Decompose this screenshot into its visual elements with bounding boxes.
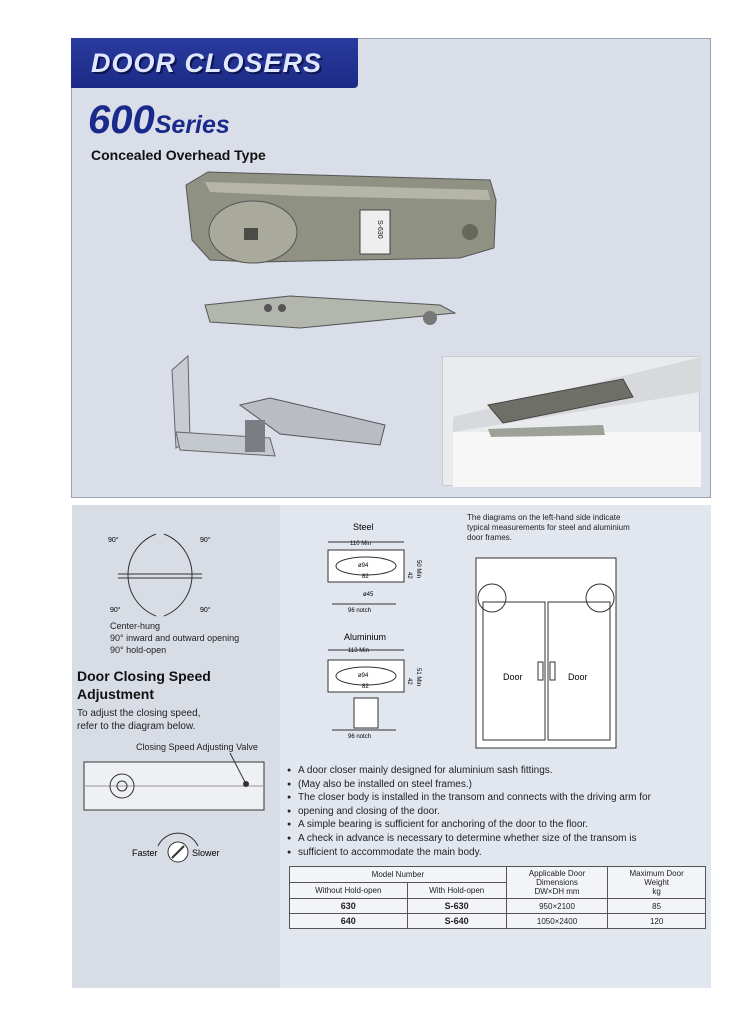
table-row [290, 914, 706, 929]
speed-instructions-line: refer to the diagram below. [77, 721, 196, 732]
swing-diagram [100, 530, 220, 618]
specifications-table [289, 866, 706, 929]
dimensions-header-line: DW×DH mm [534, 887, 580, 896]
weight-header-line: Weight [644, 878, 669, 887]
speed-instructions [77, 707, 267, 733]
swing-caption-line: Center-hung [110, 621, 161, 631]
model-sticker-text: S-630 [376, 220, 383, 239]
weight-header [608, 867, 706, 899]
installed-photo [442, 356, 700, 486]
feature-item: ● The closer body is installed in the transom and connects with the driving arm for [287, 791, 707, 805]
weight-header-line: Maximum Door [629, 869, 684, 878]
closer-body-photo [186, 172, 496, 263]
angle-bottom-left: 90° [110, 607, 121, 614]
steel-inner: 82 [362, 574, 369, 580]
angle-top-right: 90° [200, 537, 211, 544]
table-header-row [290, 867, 706, 883]
feature-item: ● A check in advance is necessary to determine whether size of the transom is [287, 832, 707, 846]
slower-label: Slower [192, 848, 220, 858]
frame-note-line: typical measurements for steel and aluminium [467, 523, 630, 532]
feature-item: ● sufficient to accommodate the main body. [287, 846, 707, 860]
steel-pivot: ø45 [363, 592, 374, 598]
frame-note [467, 513, 630, 543]
installed-closer-illustration [443, 357, 701, 487]
steel-diameter: ø94 [358, 563, 369, 569]
floor-pivot-photo [172, 356, 385, 456]
steel-height: 42 [406, 572, 412, 579]
table-cell: 1050×2400 [506, 914, 607, 929]
series-word: Series [154, 111, 230, 139]
series-number: 600 [88, 98, 155, 142]
steel-section-diagram [318, 520, 428, 615]
steel-title: Steel [353, 522, 374, 532]
steel-min-height: 50 Min [415, 560, 421, 579]
table-cell: 950×2100 [506, 899, 607, 914]
without-hold-open-header: Without Hold-open [290, 883, 408, 899]
aluminium-title: Aluminium [344, 632, 387, 642]
speed-heading-line: Adjustment [77, 686, 154, 702]
angle-bottom-right: 90° [200, 607, 211, 614]
table-row [290, 899, 706, 914]
table-cell: 85 [608, 899, 706, 914]
aluminium-inner: 82 [362, 684, 369, 690]
driving-arm-photo [205, 296, 455, 328]
table-cell: S-640 [407, 914, 506, 929]
aluminium-min-height: 51 Min [415, 668, 421, 687]
dimensions-header [506, 867, 607, 899]
faster-label: Faster [132, 848, 158, 858]
dimensions-header-line: Applicable Door [528, 869, 586, 878]
swing-caption-line: 90° hold-open [110, 645, 167, 655]
table-cell: 120 [608, 914, 706, 929]
frame-note-line: door frames. [467, 533, 512, 542]
steel-notch: 96 notch [348, 608, 372, 614]
aluminium-diameter: ø94 [358, 673, 369, 679]
dimensions-header-line: Dimensions [536, 878, 578, 887]
swing-caption-line: 90° inward and outward opening [110, 633, 240, 643]
feature-item: ● (May also be installed on steel frames.) [287, 778, 707, 792]
product-subtitle: Concealed Overhead Type [91, 147, 266, 163]
table-cell: 630 [290, 899, 408, 914]
door-left-label: Door [503, 672, 523, 682]
feature-list [287, 764, 707, 859]
aluminium-section-diagram [318, 630, 428, 740]
with-hold-open-header: With Hold-open [407, 883, 506, 899]
table-cell: 640 [290, 914, 408, 929]
door-right-label: Door [568, 672, 588, 682]
speed-instructions-line: To adjust the closing speed, [77, 708, 201, 719]
aluminium-width: 113 Min [348, 648, 369, 654]
swing-caption [110, 620, 239, 656]
feature-item: ● opening and closing of the door. [287, 805, 707, 819]
feature-item: ● A door closer mainly designed for aluminium sash fittings. [287, 764, 707, 778]
table-cell: S-630 [407, 899, 506, 914]
speed-heading [77, 667, 211, 703]
door-frame-diagram [458, 550, 633, 755]
category-title: DOOR CLOSERS [91, 48, 323, 78]
angle-top-left: 90° [108, 537, 119, 544]
valve-diagram [80, 750, 270, 870]
aluminium-height: 42 [406, 678, 412, 685]
model-number-header: Model Number [290, 867, 507, 883]
valve-label: Closing Speed Adjusting Valve [136, 742, 258, 752]
weight-header-line: kg [652, 887, 661, 896]
speed-heading-line: Door Closing Speed [77, 668, 211, 684]
aluminium-notch: 96 notch [348, 734, 372, 740]
frame-note-line: The diagrams on the left-hand side indicate [467, 513, 621, 522]
steel-width: 110 Min [350, 541, 371, 547]
feature-item: ● A simple bearing is sufficient for anchoring of the door to the floor. [287, 818, 707, 832]
